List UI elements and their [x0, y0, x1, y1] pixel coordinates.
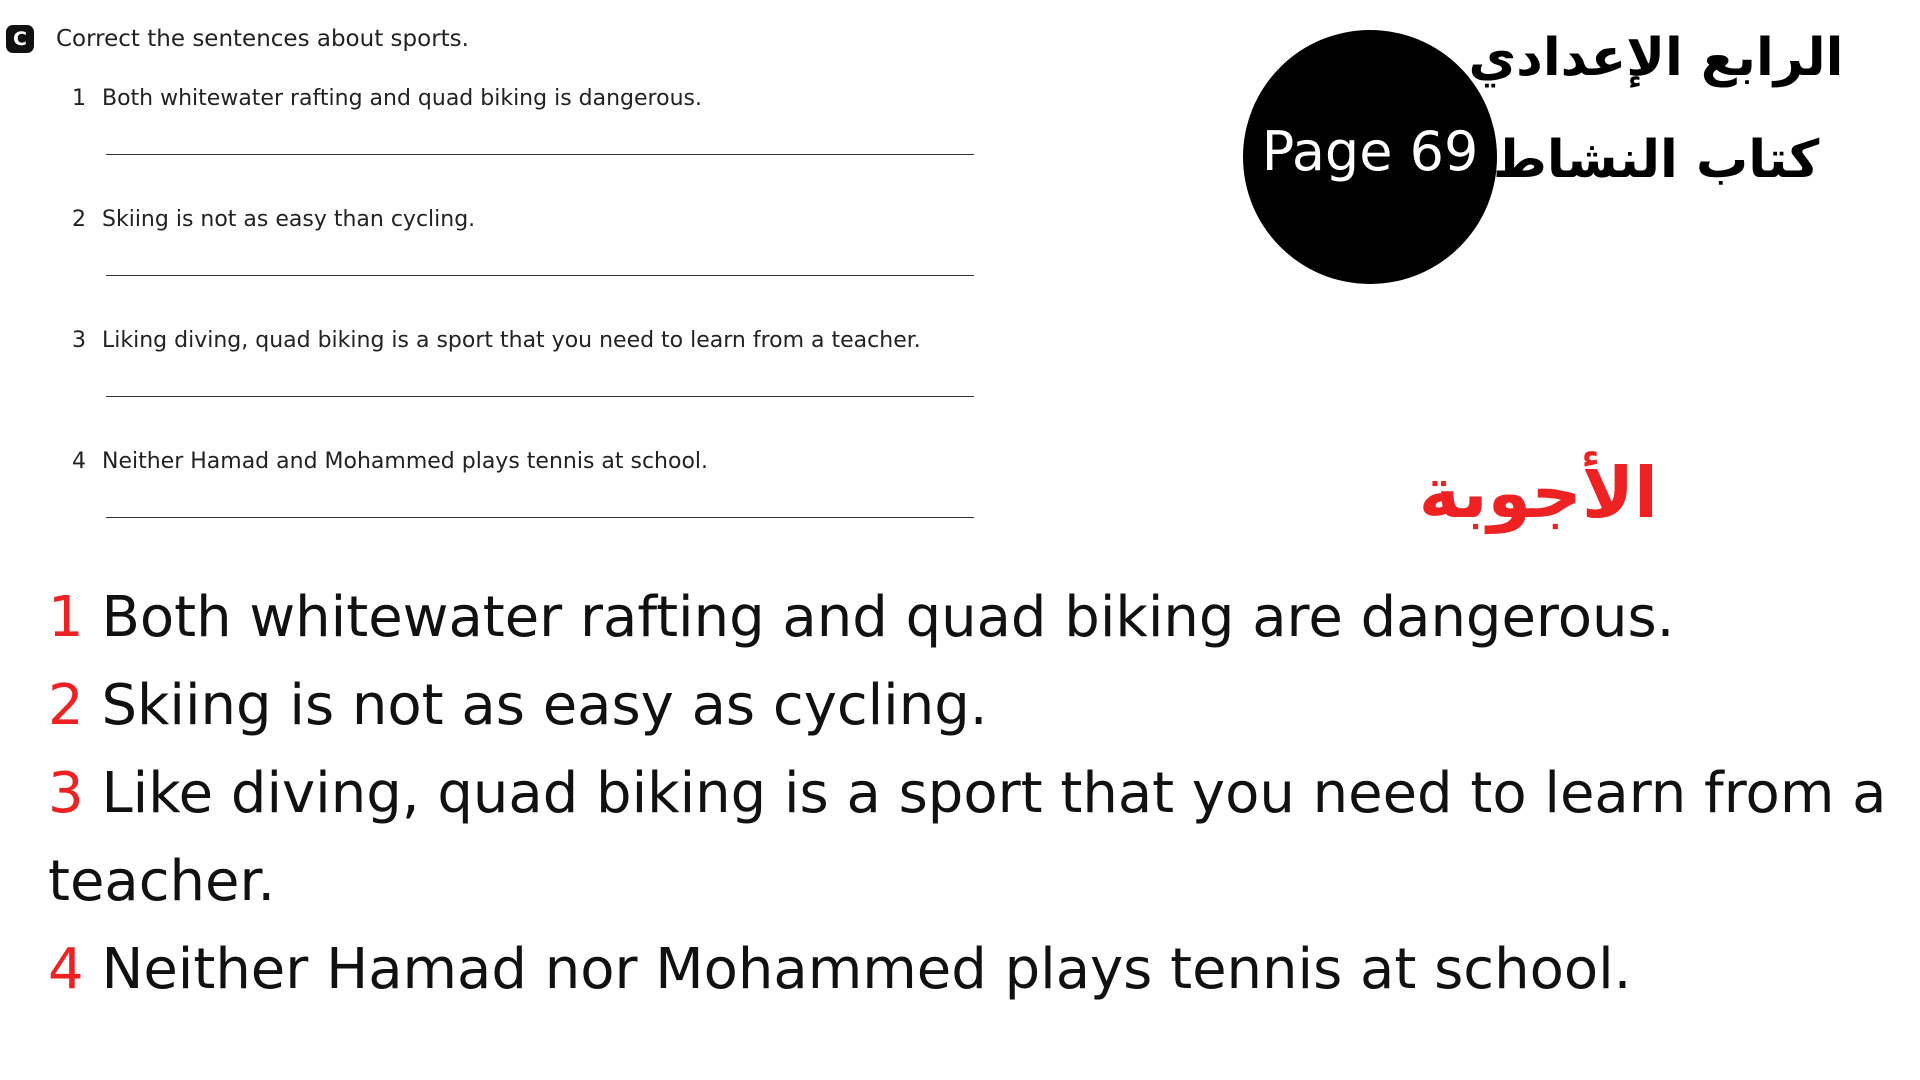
- exercise-item-text: Both whitewater rafting and quad biking is dangerous.: [102, 86, 702, 111]
- answer-item: [48, 574, 1908, 662]
- exercise-item-text: Neither Hamad and Mohammed plays tennis at school.: [102, 449, 709, 474]
- exercise-item-number: 2: [72, 207, 86, 232]
- answers-list: [48, 574, 1908, 1014]
- page-number-label: Page 69: [1261, 119, 1479, 183]
- exercise-item: [6, 203, 996, 324]
- exercise-item: [6, 445, 996, 566]
- exercise-item-text: Liking diving, quad biking is a sport that you need to learn from a teacher.: [102, 328, 921, 353]
- exercise-item-number: 1: [72, 86, 86, 111]
- book-title: كتاب النشاط: [1492, 130, 1820, 190]
- exercise-header: [6, 22, 996, 56]
- exercise-item-number: 4: [72, 449, 86, 474]
- exercise-items: [6, 82, 996, 566]
- answers-heading: الأجوبة: [1418, 452, 1658, 534]
- answer-number: 3: [48, 761, 84, 826]
- exercise-badge: C: [6, 25, 34, 53]
- answer-line: [106, 517, 974, 518]
- answer-item: [48, 750, 1908, 926]
- answer-text: Neither Hamad nor Mohammed plays tennis at school.: [101, 937, 1632, 1002]
- answer-text: Like diving, quad biking is a sport that you need to learn from a teacher.: [48, 761, 1887, 914]
- answer-number: 2: [48, 673, 84, 738]
- exercise-item: [6, 82, 996, 203]
- exercise-instruction: Correct the sentences about sports.: [56, 26, 469, 52]
- exercise-item-number: 3: [72, 328, 86, 353]
- answer-text: Both whitewater rafting and quad biking are dangerous.: [101, 585, 1675, 650]
- exercise-item-text: Skiing is not as easy than cycling.: [102, 207, 476, 232]
- exercise-item: [6, 324, 996, 445]
- grade-title: الرابع الإعدادي: [1468, 28, 1844, 88]
- answer-line: [106, 275, 974, 276]
- exercise-section: [6, 22, 996, 566]
- answer-item: [48, 926, 1908, 1014]
- answer-line: [106, 396, 974, 397]
- answer-line: [106, 154, 974, 155]
- answer-text: Skiing is not as easy as cycling.: [101, 673, 988, 738]
- answer-number: 1: [48, 585, 84, 650]
- answer-item: [48, 662, 1908, 750]
- answer-number: 4: [48, 937, 84, 1002]
